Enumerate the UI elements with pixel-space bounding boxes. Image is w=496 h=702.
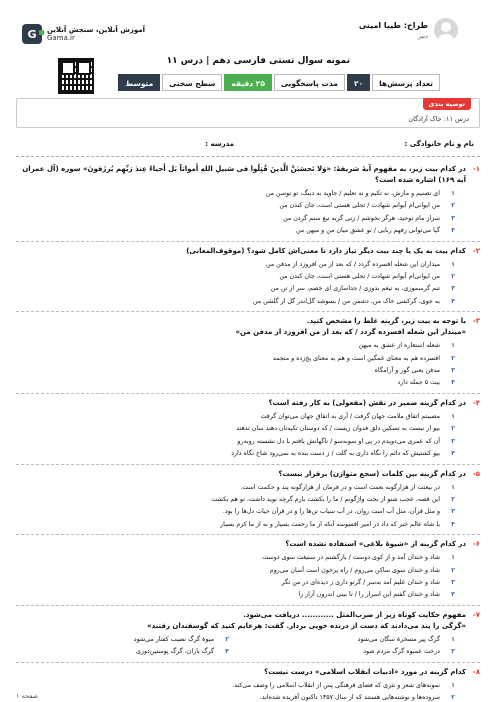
option-number: ۴ bbox=[451, 379, 455, 387]
option-text: درخت عمبوه گرگ مردم شود bbox=[363, 648, 440, 656]
question-item bbox=[16, 605, 480, 662]
designer-info bbox=[359, 18, 458, 42]
option-text: شاد و خندان علیم آمد به‌سر / گرتو داری ز دیده‌ای در من تگر bbox=[281, 578, 440, 586]
question-count-label: تعداد پرسش‌ها bbox=[372, 74, 440, 91]
answer-option[interactable] bbox=[16, 680, 458, 692]
option-text: نمونه‌های شعر و نثری که فضای فرهنگی پس از انقلاب اسلامی را وصف می‌کند. bbox=[232, 681, 440, 689]
option-number: ۱ bbox=[451, 554, 455, 562]
answer-option[interactable] bbox=[16, 692, 458, 702]
option-number: ۴ bbox=[451, 297, 455, 305]
option-number: ۴ bbox=[451, 450, 455, 458]
option-number: ۲ bbox=[451, 354, 455, 362]
brand-logo-icon: G bbox=[22, 24, 42, 44]
answer-option[interactable] bbox=[16, 423, 458, 435]
answer-options bbox=[16, 680, 458, 702]
answer-option[interactable] bbox=[16, 436, 458, 448]
answer-option[interactable] bbox=[16, 296, 458, 308]
designer-role: دبیر bbox=[417, 31, 428, 40]
option-text: گرگ پیر مسخرهٔ سگان می‌شود bbox=[357, 635, 440, 643]
duration-value: ۲۵ دقیقه bbox=[224, 74, 272, 91]
answer-option[interactable] bbox=[16, 353, 458, 365]
question-number: ۸- bbox=[472, 667, 480, 676]
option-text: من ایوانی‌ام آیوانم شهادت / تجلی هستی است، جان کندن من bbox=[279, 273, 440, 281]
option-number: ۳ bbox=[451, 285, 455, 293]
duration-label: مدت پاسخگویی bbox=[274, 74, 345, 91]
question-quote: «گرگی را پند می‌دادند که دست از درنده خویی بردار. گفت: هرعایم کنید که گوسفندان رفتند» bbox=[147, 621, 466, 630]
difficulty-label: سطح سختی bbox=[162, 74, 222, 91]
qr-code-icon bbox=[58, 58, 94, 94]
exam-title: نمونه سوال تستی فارسی دهم | درس ۱۱ bbox=[166, 56, 350, 66]
option-text: گرگ باران، گرگ پوستین‌دوزی bbox=[135, 648, 214, 656]
difficulty-value: متوسط bbox=[118, 74, 160, 91]
student-info bbox=[22, 140, 474, 148]
question-stem: کدام بیت به یک یا چند بیت دیگر تیاز دارد تا معنی‌اش کامل شود؟ (موقوف‌المعانی) bbox=[186, 246, 466, 255]
option-number: ۲ bbox=[451, 495, 455, 503]
option-text: شاد و خندان آمد و از کوی دوست / بازگشتم در ستیغت سوی دوست bbox=[262, 554, 440, 562]
student-name-label: نام و نام خانوادگی : bbox=[404, 140, 474, 148]
answer-option[interactable] bbox=[16, 448, 458, 460]
question-quote: «میندار این شعله افسرده گردد / که بعد از من افروزد از مدفن من» bbox=[235, 328, 466, 337]
option-text: مدفن یعنی گور و آرامگاه bbox=[374, 367, 440, 375]
option-number: ۳ bbox=[451, 648, 455, 656]
answer-option[interactable] bbox=[16, 259, 458, 271]
question-number: ۶- bbox=[472, 540, 480, 549]
topic-box bbox=[16, 98, 480, 128]
option-number: ۴ bbox=[225, 648, 229, 656]
option-number: ۲ bbox=[451, 202, 455, 210]
question-item bbox=[16, 241, 480, 312]
question-number: ۴- bbox=[472, 398, 480, 407]
question-stem: کدام گزینه در مورد «ادبیات انقلاب اسلامی» درست نیست؟ bbox=[264, 667, 466, 676]
question-item bbox=[16, 160, 480, 241]
answer-option[interactable] bbox=[16, 552, 458, 564]
option-text: سروده‌ها و نوشته‌هایی هستند که از سال ۱۳۵۷ تاکنون آفریده شده‌اند. bbox=[259, 693, 440, 701]
answer-options bbox=[16, 482, 458, 532]
option-number: ۱ bbox=[451, 635, 455, 643]
option-number: ۲ bbox=[451, 273, 455, 281]
option-text: افسرده هم به معنای غمگین است و هم به معنای یخ‌زده و منجمد bbox=[272, 354, 440, 362]
option-number: ۳ bbox=[451, 508, 455, 516]
page-number: صفحه ۱ bbox=[16, 692, 39, 700]
answer-options bbox=[16, 411, 458, 461]
answer-option[interactable] bbox=[16, 519, 458, 531]
option-text: میداران این شعله افسرده گردد / که بعد از من افروزد از مدفن من bbox=[266, 260, 440, 268]
answer-option[interactable] bbox=[16, 646, 232, 658]
question-list bbox=[16, 160, 480, 702]
question-item bbox=[16, 464, 480, 535]
question-number: ۳- bbox=[472, 317, 480, 326]
option-number: ۲ bbox=[451, 693, 455, 701]
option-number: ۴ bbox=[451, 520, 455, 528]
answer-options bbox=[16, 340, 458, 390]
question-stem: در کدام بیت زیر، به مفهوم آیهٔ شریفهٔ: «وَلا تَحسَبَنَّ الَّذینَ قُتِلُوا فی سَبیلِ اللهِ أَمواتاً بَل أَحیاءٌ عِندَ رَبِّهِم یُرزَقونَ» سوره (آل عمران آیه ۱۶۹) اشاره شده است؟ bbox=[22, 165, 466, 184]
question-stem: در کدام گزینه بین کلمات (سجع متوازن) برقرار نیست؟ bbox=[278, 469, 466, 478]
option-number: ۲ bbox=[451, 425, 455, 433]
answer-options bbox=[16, 259, 458, 309]
option-number: ۴ bbox=[451, 227, 455, 235]
question-item bbox=[16, 662, 480, 702]
answer-option[interactable] bbox=[16, 494, 458, 506]
option-number: ۱ bbox=[451, 412, 455, 420]
answer-option[interactable] bbox=[16, 377, 458, 389]
option-number: ۱ bbox=[451, 681, 455, 689]
answer-option[interactable] bbox=[16, 365, 458, 377]
answer-option[interactable] bbox=[16, 271, 458, 283]
question-stem: در کدام گزینه ضمیر در نقش (مفعولی) به کار رفته است؟ bbox=[268, 398, 466, 407]
option-text: به جوی، گرکشی خاک من، دشمن من / بسوشد گل‌اندر گل از گلشن من bbox=[252, 297, 440, 305]
brand-name: آموزش آنلاین، سنجش آنلاین bbox=[47, 26, 146, 34]
option-number: ۲ bbox=[225, 635, 229, 643]
option-text: یا شاه عالم خبر که داد در امیر افسوسه آنکه از ما رحمت بسیار و نه از ما کرم بسیار bbox=[220, 520, 440, 528]
topic-text: درس ۱۱: خاک آزادگان bbox=[408, 115, 469, 123]
option-text: تنم گرسموزی، به تیغم بدوزی / جداسازی ای خصم، سر از تن من bbox=[270, 285, 440, 293]
option-text: و مثل قرآن، مثل آب است روان، در آب سیاب تن‌ها را و در قرآن حیات دل‌ها را بود. bbox=[222, 508, 440, 516]
school-label: مدرسه : bbox=[205, 140, 234, 148]
designer-name: طراح: طیبا امینی bbox=[358, 20, 428, 30]
answer-option[interactable] bbox=[16, 188, 458, 200]
question-item bbox=[16, 311, 480, 393]
option-number: ۴ bbox=[451, 591, 455, 599]
option-text: شاد و خندان سوی ساکن می‌روم / راه پرخون است آسان می‌روم bbox=[269, 566, 440, 574]
brand-url[interactable]: Gama.ir bbox=[47, 34, 75, 42]
answer-option[interactable] bbox=[242, 646, 458, 658]
answer-option[interactable] bbox=[16, 225, 458, 237]
question-item bbox=[16, 534, 480, 605]
answer-option[interactable] bbox=[16, 411, 458, 423]
option-text: بیت ۵ جمله دارد bbox=[397, 379, 440, 387]
answer-option[interactable] bbox=[16, 482, 458, 494]
option-text: گیا می‌توانی زفهم ربایی / تو عشق میان من و میهن من bbox=[296, 227, 440, 235]
option-number: ۳ bbox=[451, 367, 455, 375]
avatar bbox=[434, 18, 458, 42]
option-text: میوهٔ گرگ نصیب کفتار می‌شود bbox=[133, 635, 214, 643]
answer-option[interactable] bbox=[16, 506, 458, 518]
option-number: ۱ bbox=[451, 190, 455, 197]
option-text: سزاز مام توحید، هرگز نخوشم / زنی گربه تیغ ستم گردن من bbox=[283, 214, 440, 222]
option-text: ای تصنیم و مازش، نه تکیم و نه تعلیم / جاوید به دیبگ، تو توسن من bbox=[265, 190, 440, 197]
question-count-value: ۲۰ bbox=[347, 74, 370, 91]
answer-option[interactable] bbox=[16, 589, 458, 601]
option-number: ۱ bbox=[451, 483, 455, 491]
question-stem: در کدام گزینه از «شیوهٔ بلاغی» استفاده نشده است؟ bbox=[285, 540, 466, 549]
option-number: ۲ bbox=[451, 566, 455, 574]
answer-option[interactable] bbox=[16, 565, 458, 577]
answer-option[interactable] bbox=[16, 340, 458, 352]
option-text: در بیعثت از هزارگونه نعمت است و در فرمان از هزارگونه پند و حکمت است. bbox=[240, 483, 440, 491]
option-text: آن که عمری می‌دویدم در پی او سوبه‌سو / ناگهانش یافتم با دل نشسته روبه‌رو bbox=[237, 437, 440, 445]
option-text: شاد و خندان گفتم این اسرار را / تا بینی اندرون آزار را bbox=[298, 591, 440, 599]
question-stem: مفهوم حکایت کوتاه زیر از ضرب‌المثل ............ دریافت می‌شود. bbox=[243, 610, 466, 619]
header bbox=[16, 10, 480, 106]
answer-options bbox=[16, 634, 458, 659]
question-stem: با توجه به بیت زیر، گزینه غلط را مشخص کنید. bbox=[306, 317, 466, 326]
answer-option[interactable] bbox=[16, 283, 458, 295]
question-item bbox=[16, 393, 480, 464]
option-number: ۳ bbox=[451, 578, 455, 586]
answer-options bbox=[16, 552, 458, 602]
option-number: ۱ bbox=[451, 342, 455, 350]
option-text: بیو کشتیش که دائم را نگاه داری به گلت / ز دست بنده به نمی‌رود شاخ نگاه دارد bbox=[231, 450, 440, 458]
answer-option[interactable] bbox=[16, 213, 458, 225]
question-number: ۷- bbox=[472, 610, 480, 619]
question-number: ۱- bbox=[472, 165, 480, 173]
option-text: بیو ار نیست به تسکین دلق فدوان زیست / که دوستان تکیه‌تان دهند سان تدهند bbox=[236, 425, 440, 433]
topic-label: توصیه بندی bbox=[423, 98, 471, 110]
option-text: این قصه، عجب شنو از بخت واژگونم / ما را بکشت یارم گرچه نوید داشت، تو هم بکشت bbox=[211, 495, 440, 503]
answer-option[interactable] bbox=[16, 200, 458, 212]
divider bbox=[16, 156, 480, 157]
option-number: ۳ bbox=[451, 437, 455, 445]
answer-option[interactable] bbox=[242, 634, 458, 646]
question-number: ۵- bbox=[472, 469, 480, 478]
exam-meta bbox=[118, 74, 440, 91]
answer-option[interactable] bbox=[16, 577, 458, 589]
option-text: شعله استعاره از عشق به میهن bbox=[358, 342, 440, 350]
option-number: ۱ bbox=[451, 260, 455, 268]
option-text: مصیبتم اتفاق ملامت جهان گرفت / آری به اتفاق جهان می‌توان گرفت bbox=[260, 412, 440, 420]
answer-options bbox=[16, 188, 458, 238]
brand[interactable] bbox=[22, 24, 145, 44]
option-text: من ایوانی‌ام آیوانم شهادت / تجلی هستی است، جان کندن من bbox=[279, 202, 440, 210]
answer-option[interactable] bbox=[16, 634, 232, 646]
question-number: ۲- bbox=[472, 246, 480, 255]
option-number: ۳ bbox=[451, 214, 455, 222]
